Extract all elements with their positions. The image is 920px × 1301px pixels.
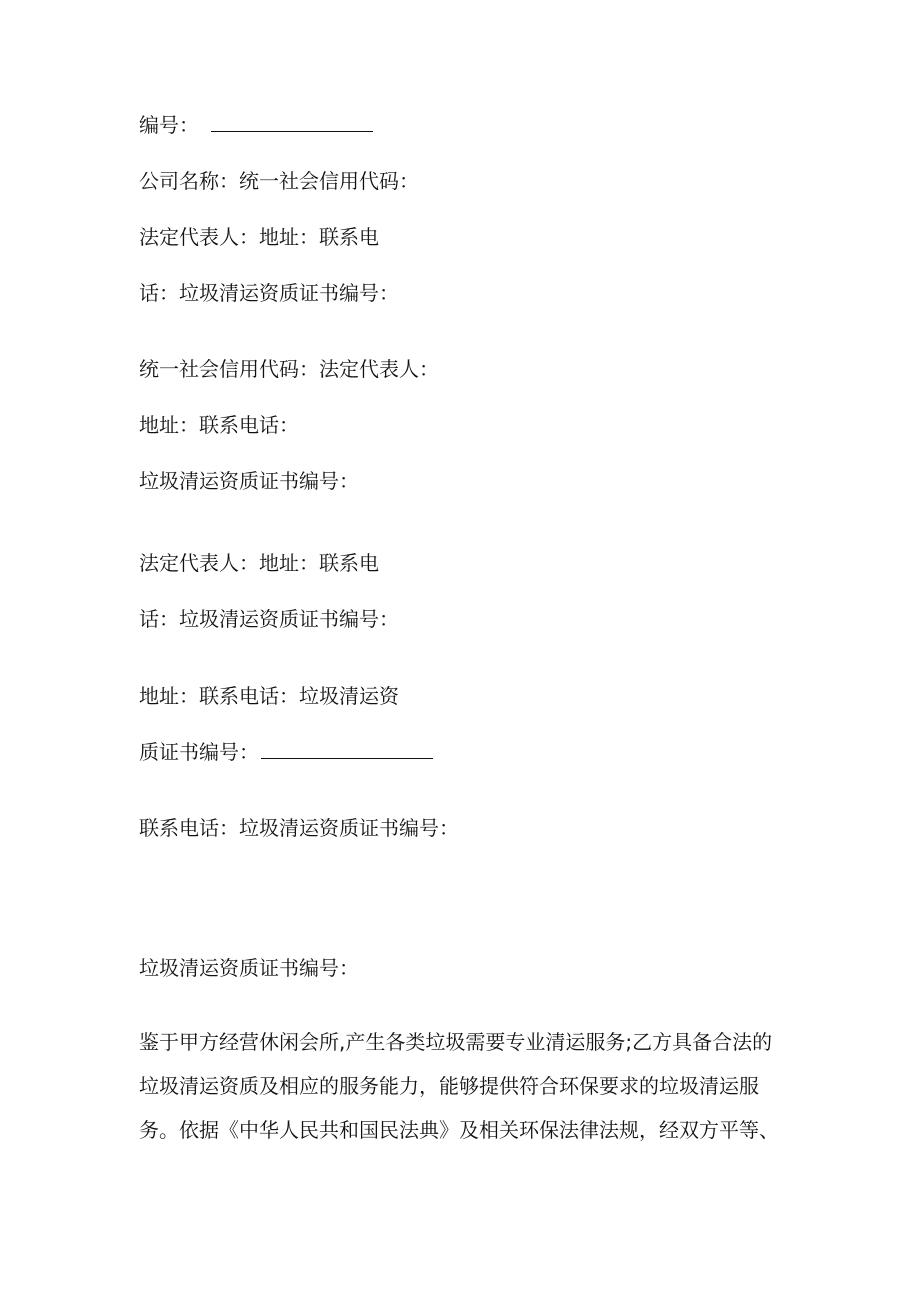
phone-cert-line: 话：垃圾清运资质证书编号： <box>139 281 399 305</box>
cert-number-line-3: 垃圾清运资质证书编号： <box>139 956 359 980</box>
address-phone-cert-line: 地址：联系电话：垃圾清运资 <box>139 684 399 708</box>
cert-number-blank[interactable] <box>261 740 433 759</box>
address-phone-line: 地址：联系电话： <box>139 413 299 437</box>
legal-rep-line-2: 法定代表人：地址：联系电 <box>139 551 379 575</box>
company-name-line: 公司名称：统一社会信用代码： <box>139 169 419 193</box>
credit-code-line: 统一社会信用代码：法定代表人： <box>139 357 439 381</box>
legal-rep-line: 法定代表人：地址：联系电 <box>139 225 379 249</box>
cert-number-line: 垃圾清运资质证书编号： <box>139 469 359 493</box>
contract-number-blank[interactable] <box>211 113 373 132</box>
contract-number-label: 编号： <box>139 113 199 137</box>
phone-cert-line-2: 话：垃圾清运资质证书编号： <box>139 607 399 631</box>
paragraph-line: 务。依据《中华人民共和国民法典》及相关环保法律法规，经双方平等、 <box>139 1118 779 1142</box>
phone-cert-line-3: 联系电话：垃圾清运资质证书编号： <box>139 816 459 840</box>
cert-number-label: 质证书编号： <box>139 740 259 764</box>
preamble-paragraph <box>139 1029 779 1161</box>
contract-number-line <box>139 112 373 138</box>
paragraph-line: 垃圾清运资质及相应的服务能力，能够提供符合环保要求的垃圾清运服 <box>139 1074 759 1098</box>
cert-number-line-2 <box>139 739 433 765</box>
paragraph-line: 鉴于甲方经营休闲会所,产生各类垃圾需要专业清运服务;乙方具备合法的 <box>139 1030 773 1054</box>
